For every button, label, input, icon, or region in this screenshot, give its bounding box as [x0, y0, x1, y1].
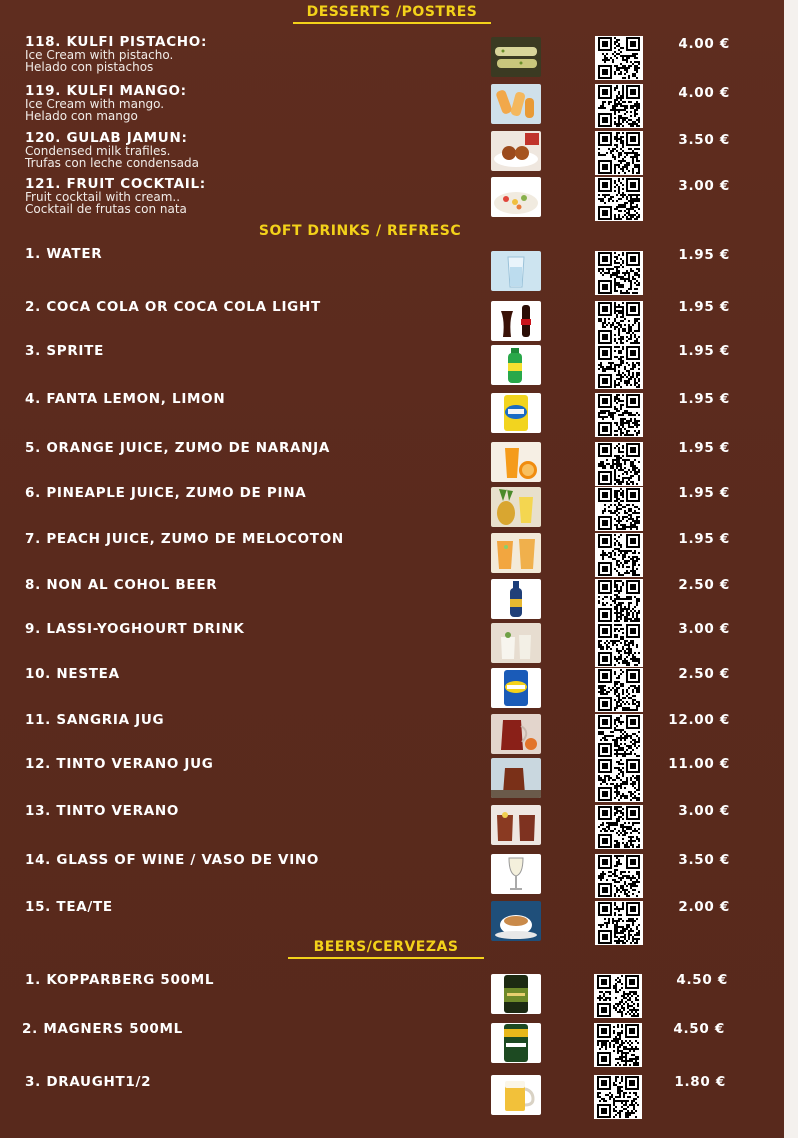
item-price: 1.95 € [678, 247, 730, 263]
qr-code-icon[interactable] [595, 393, 643, 437]
item-description: Helado con pistachos [25, 60, 154, 74]
coca-cola-image [491, 301, 541, 341]
item-price: 1.95 € [678, 440, 730, 456]
qr-code-icon[interactable] [595, 623, 643, 667]
item-price: 3.00 € [678, 621, 730, 637]
item-name: 120. GULAB JAMUN: [25, 130, 188, 146]
wine-glass-image [491, 854, 541, 894]
tinto-verano-jug-image [491, 758, 541, 798]
qr-code-icon[interactable] [595, 758, 643, 802]
qr-code-icon[interactable] [595, 487, 643, 531]
item-description: Ice Cream with mango. [25, 97, 165, 111]
item-name: 2. COCA COLA OR COCA COLA LIGHT [25, 299, 321, 315]
item-name: 11. SANGRIA JUG [25, 712, 165, 728]
item-price: 1.95 € [678, 343, 730, 359]
page-edge [784, 0, 798, 1138]
item-name: 119. KULFI MANGO: [25, 83, 187, 99]
item-price: 2.50 € [678, 666, 730, 682]
item-name: 4. FANTA LEMON, LIMON [25, 391, 226, 407]
qr-code-icon[interactable] [595, 345, 643, 389]
item-price: 11.00 € [668, 756, 730, 772]
item-price: 1.95 € [678, 531, 730, 547]
item-price: 2.00 € [678, 899, 730, 915]
qr-code-icon[interactable] [595, 714, 643, 758]
item-price: 4.00 € [678, 85, 730, 101]
draught-beer-image [491, 1075, 541, 1115]
peach-juice-image [491, 533, 541, 573]
item-price: 3.00 € [678, 803, 730, 819]
kulfi-mango-image [491, 84, 541, 124]
item-price: 12.00 € [668, 712, 730, 728]
qr-code-icon[interactable] [595, 36, 643, 80]
item-price: 4.00 € [678, 36, 730, 52]
item-name: 13. TINTO VERANO [25, 803, 180, 819]
lassi-image [491, 623, 541, 663]
item-price: 4.50 € [673, 1021, 725, 1037]
nestea-can-image [491, 668, 541, 708]
qr-code-icon[interactable] [595, 84, 643, 128]
tinto-verano-image [491, 805, 541, 845]
item-price: 1.95 € [678, 485, 730, 501]
item-name: 9. LASSI-YOGHOURT DRINK [25, 621, 245, 637]
item-name: 15. TEA/TE [25, 899, 113, 915]
item-name: 121. FRUIT COCKTAIL: [25, 176, 206, 192]
qr-code-icon[interactable] [595, 177, 643, 221]
item-name: 1. WATER [25, 246, 103, 262]
item-name: 3. SPRITE [25, 343, 104, 359]
qr-code-icon[interactable] [595, 301, 643, 345]
fruit-cocktail-image [491, 177, 541, 217]
section-header-soft-drinks: SOFT DRINKS / REFRESC [258, 223, 462, 239]
item-price: 3.50 € [678, 852, 730, 868]
sprite-bottle-image [491, 345, 541, 385]
qr-code-icon[interactable] [595, 131, 643, 175]
item-price: 3.50 € [678, 132, 730, 148]
item-description: Trufas con leche condensada [25, 156, 199, 170]
item-description: Cocktail de frutas con nata [25, 202, 187, 216]
sangria-jug-image [491, 714, 541, 754]
item-name: 118. KULFI PISTACHO: [25, 34, 208, 50]
kopparberg-can-image [491, 974, 541, 1014]
item-name: 8. NON AL COHOL BEER [25, 577, 218, 593]
qr-code-icon[interactable] [595, 668, 643, 712]
item-name: 10. NESTEA [25, 666, 120, 682]
section-header-desserts: DESSERTS /POSTRES [0, 4, 784, 24]
qr-code-icon[interactable] [594, 1075, 642, 1119]
item-price: 1.95 € [678, 299, 730, 315]
item-name: 12. TINTO VERANO JUG [25, 756, 214, 772]
item-price: 1.80 € [674, 1074, 726, 1090]
item-name: 7. PEACH JUICE, ZUMO DE MELOCOTON [25, 531, 344, 547]
qr-code-icon[interactable] [594, 1023, 642, 1067]
orange-juice-image [491, 442, 541, 482]
gulab-jamun-image [491, 131, 541, 171]
item-name: 1. KOPPARBERG 500ML [25, 972, 215, 988]
item-description: Ice Cream with pistacho. [25, 48, 174, 62]
item-name: 3. DRAUGHT1/2 [25, 1074, 152, 1090]
item-description: Condensed milk trafiles. [25, 144, 171, 158]
fanta-can-image [491, 393, 541, 433]
tea-cup-image [491, 901, 541, 941]
item-price: 3.00 € [678, 178, 730, 194]
section-header-beers: BEERS/CERVEZAS [0, 939, 778, 959]
item-description: Helado con mango [25, 109, 138, 123]
item-name: 14. GLASS OF WINE / VASO DE VINO [25, 852, 320, 868]
item-name: 6. PINEAPLE JUICE, ZUMO DE PINA [25, 485, 307, 501]
qr-code-icon[interactable] [595, 854, 643, 898]
item-price: 2.50 € [678, 577, 730, 593]
item-name: 5. ORANGE JUICE, ZUMO DE NARANJA [25, 440, 331, 456]
qr-code-icon[interactable] [595, 251, 643, 295]
qr-code-icon[interactable] [595, 442, 643, 486]
pineapple-juice-image [491, 487, 541, 527]
kulfi-pistachio-image [491, 37, 541, 77]
item-price: 4.50 € [676, 972, 728, 988]
item-description: Fruit cocktail with cream.. [25, 190, 181, 204]
water-glass-image [491, 251, 541, 291]
qr-code-icon[interactable] [595, 533, 643, 577]
qr-code-icon[interactable] [595, 805, 643, 849]
item-price: 1.95 € [678, 391, 730, 407]
item-name: 2. MAGNERS 500ML [22, 1021, 183, 1037]
qr-code-icon[interactable] [595, 579, 643, 623]
qr-code-icon[interactable] [594, 974, 642, 1018]
non-alcohol-beer-image [491, 579, 541, 619]
magners-can-image [491, 1023, 541, 1063]
